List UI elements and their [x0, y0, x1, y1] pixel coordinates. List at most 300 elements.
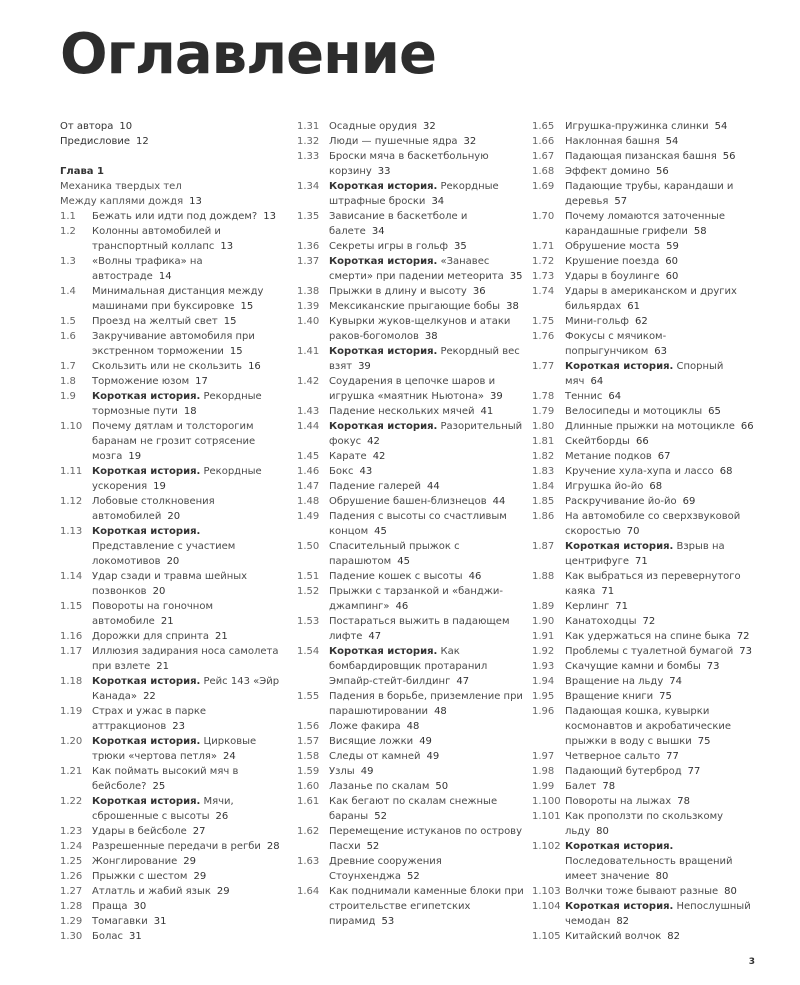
toc-entry: [297, 374, 524, 404]
toc-entry-page: 65: [708, 406, 721, 417]
toc-entry-title: Как бегают по скалам снежные бараны 52: [329, 796, 498, 822]
toc-entry-page: 24: [223, 751, 236, 762]
toc-entry-title: Падающие трубы, карандаши и деревья 57: [565, 181, 734, 207]
toc-entry: [532, 629, 762, 644]
toc-entry-page: 56: [722, 151, 736, 162]
toc-entry-page: 31: [153, 916, 167, 927]
toc-entry-title: Как поймать высокий мяч в бейсболе? 25: [92, 766, 239, 792]
toc-entry: [532, 614, 762, 629]
toc-entry: [297, 149, 524, 179]
toc-entry: [60, 674, 285, 704]
toc-entry: [60, 899, 285, 914]
toc-entry-page: 21: [215, 631, 228, 642]
toc-entry-page: 73: [739, 646, 752, 657]
toc-entry-page: 41: [480, 406, 494, 417]
toc-entry-title: Короткая история. Рекордные штрафные броски 34: [329, 181, 499, 207]
toc-entry-number: 1.41: [297, 346, 320, 357]
toc-entry-number: 1.71: [532, 241, 555, 252]
toc-entry-title: Длинные прыжки на мотоцикле 66: [565, 421, 754, 432]
toc-entry-number: 1.73: [532, 271, 555, 282]
toc-entry-page: 54: [665, 136, 679, 147]
toc-entry: [532, 164, 762, 179]
toc-entry-page: 50: [435, 781, 449, 792]
toc-entry-title: Кувырки жуков-щелкунов и атаки раков-богомолов 38: [329, 316, 511, 342]
toc-entry-title: Скачущие камни и бомбы 73: [565, 661, 720, 672]
toc-entry-title: Лобовые столкновения автомобилей 20: [92, 496, 215, 522]
toc-entry-number: 1.17: [60, 646, 83, 657]
short-story-label: Короткая история.: [329, 646, 438, 657]
toc-entry-number: 1.98: [532, 766, 555, 777]
toc-entry-title: Короткая история. Разорительный фокус 42: [329, 421, 523, 447]
toc-entry-number: 1.30: [60, 931, 83, 942]
toc-entry-page: 45: [374, 526, 387, 537]
toc-entry-number: 1.1: [60, 211, 76, 222]
toc-entry-title: Узлы 49: [329, 766, 374, 777]
toc-entry-title: Эффект домино 56: [565, 166, 669, 177]
toc-entry-number: 1.25: [60, 856, 83, 867]
toc-entry-title: Раскручивание йо-йо 69: [565, 496, 696, 507]
toc-entry: [297, 854, 524, 884]
toc-entry: [532, 239, 762, 254]
toc-entry-page: 29: [216, 886, 230, 897]
toc-entry-number: 1.78: [532, 391, 555, 402]
toc-entry-number: 1.47: [297, 481, 320, 492]
toc-entry-number: 1.63: [297, 856, 320, 867]
toc-entry-page: 80: [724, 886, 737, 897]
toc-entry-page: 72: [642, 616, 656, 627]
toc-entry-page: 46: [395, 601, 409, 612]
toc-entry-number: 1.77: [532, 361, 555, 372]
toc-entry-page: 20: [152, 586, 166, 597]
short-story-label: Короткая история.: [92, 526, 201, 537]
toc-entry-page: 33: [377, 166, 391, 177]
toc-entry-number: 1.86: [532, 511, 555, 522]
toc-entry-page: 42: [367, 436, 380, 447]
toc-entry-title: Торможение юзом 17: [92, 376, 208, 387]
toc-entry-page: 15: [229, 346, 243, 357]
toc-entry-page: 71: [601, 586, 615, 597]
toc-entry-title: Падение кошек с высоты 46: [329, 571, 482, 582]
toc-entry-title: Кручение хула-хупа и лассо 68: [565, 466, 733, 477]
toc-entry-title: Соударения в цепочке шаров и игрушка «маятник Ньютона» 39: [329, 376, 503, 402]
toc-entry: [60, 824, 285, 839]
toc-entry: [297, 749, 524, 764]
toc-entry-number: 1.57: [297, 736, 320, 747]
toc-entry: [532, 479, 762, 494]
toc-entry-number: 1.11: [60, 466, 83, 477]
toc-entry: [532, 599, 762, 614]
toc-entry: [532, 644, 762, 659]
toc-entry: [297, 299, 524, 314]
toc-entry-number: 1.3: [60, 256, 76, 267]
toc-entry-page: 39: [358, 361, 371, 372]
toc-entry-title: Падения в борьбе, приземление при парашютировании 48: [329, 691, 523, 717]
toc-entry-title: Фокусы с мячиком-попрыгунчиком 63: [565, 331, 667, 357]
toc-entry-number: 1.88: [532, 571, 555, 582]
toc-entry-title: Вращение книги 75: [565, 691, 672, 702]
toc-entry: [297, 209, 524, 239]
toc-entry-title: Удар сзади и травма шейных позвонков 20: [92, 571, 248, 597]
toc-entry-title: Балет 78: [565, 781, 616, 792]
toc-entry-number: 1.26: [60, 871, 83, 882]
toc-entry: [297, 824, 524, 854]
toc-entry-number: 1.79: [532, 406, 555, 417]
toc-entry-title: Прыжки с шестом 29: [92, 871, 207, 882]
toc-entry-number: 1.82: [532, 451, 555, 462]
toc-entry-page: 52: [366, 841, 380, 852]
toc-entry: [532, 284, 762, 314]
toc-entry-page: 49: [360, 766, 374, 777]
toc-column-2: [297, 119, 524, 929]
toc-entry: [532, 389, 762, 404]
toc-entry: [297, 344, 524, 374]
toc-entry-title: Игрушка йо-йо 68: [565, 481, 663, 492]
toc-entry-title: Спасительный прыжок с парашютом 45: [329, 541, 460, 567]
toc-entry-number: 1.91: [532, 631, 555, 642]
toc-entry-number: 1.66: [532, 136, 555, 147]
toc-entry-page: 46: [468, 571, 482, 582]
toc-entry-title: Короткая история. Рекордный вес взят 39: [329, 346, 520, 372]
toc-entry: [532, 764, 762, 779]
toc-entry-title: Короткая история. «Занавес смерти» при падении метеорита 35: [329, 256, 523, 282]
toc-entry-title: Удары в бейсболе 27: [92, 826, 206, 837]
toc-entry-page: 19: [153, 481, 166, 492]
toc-entry-page: 30: [133, 901, 147, 912]
toc-entry: [60, 494, 285, 524]
toc-entry-page: 15: [240, 301, 254, 312]
toc-entry-page: 49: [426, 751, 440, 762]
toc-entry-number: 1.34: [297, 181, 320, 192]
toc-entry-number: 1.60: [297, 781, 320, 792]
toc-entry-number: 1.36: [297, 241, 320, 252]
page-number: 3: [748, 957, 755, 967]
toc-entry-number: 1.2: [60, 226, 76, 237]
toc-entry-page: 29: [193, 871, 207, 882]
toc-entry-page: 60: [665, 256, 678, 267]
toc-entry-number: 1.48: [297, 496, 320, 507]
toc-entry-title: Удары в американском и других бильярдах 61: [565, 286, 737, 312]
toc-entry-number: 1.90: [532, 616, 555, 627]
toc-entry-title: Короткая история. Рекордные тормозные пути 18: [92, 391, 262, 417]
toc-entry-title: Иллюзия задирания носа самолета при взлете 21: [92, 646, 279, 672]
toc-entry-number: 1.99: [532, 781, 555, 792]
short-story-label: Короткая история.: [92, 466, 201, 477]
toc-entry-page: 34: [371, 226, 385, 237]
toc-entry-number: 1.20: [60, 736, 83, 747]
toc-entry-title: Томагавки 31: [92, 916, 167, 927]
toc-entry-title: Падение галерей 44: [329, 481, 440, 492]
toc-entry-page: 31: [129, 931, 142, 942]
toc-entry-title: Осадные орудия 32: [329, 121, 436, 132]
toc-entry-title: Игрушка-пружинка слинки 54: [565, 121, 728, 132]
toc-entry-number: 1.27: [60, 886, 83, 897]
toc-entry: [297, 314, 524, 344]
toc-entry-number: 1.46: [297, 466, 320, 477]
toc-entry-title: Как поднимали каменные блоки при строительстве египетских пирамид 53: [329, 886, 524, 927]
toc-entry-number: 1.39: [297, 301, 320, 312]
toc-entry-title: Падающая пизанская башня 56: [565, 151, 736, 162]
toc-entry-page: 66: [635, 436, 649, 447]
toc-entry: [297, 419, 524, 449]
toc-entry-title: Короткая история. Рекордные ускорения 19: [92, 466, 262, 492]
toc-entry-page: 38: [424, 331, 438, 342]
toc-entry-number: 1.29: [60, 916, 83, 927]
toc-entry: [297, 119, 524, 134]
toc-entry-title: Висящие ложки 49: [329, 736, 432, 747]
toc-entry-number: 1.44: [297, 421, 320, 432]
toc-entry-page: 47: [368, 631, 382, 642]
toc-entry-number: 1.49: [297, 511, 320, 522]
toc-entry-title: На автомобиле со сверхзвуковой скоростью 70: [565, 511, 741, 537]
toc-entry-title: Как выбраться из перевернутого каяка 71: [565, 571, 741, 597]
toc-entry: [532, 209, 762, 239]
toc-entry-number: 1.13: [60, 526, 83, 537]
toc-entry: [532, 749, 762, 764]
toc-entry: [60, 854, 285, 869]
toc-entry-title: Скользить или не скользить 16: [92, 361, 261, 372]
toc-entry: [532, 899, 762, 929]
toc-entry: [532, 659, 762, 674]
toc-entry-page: 25: [152, 781, 166, 792]
toc-entry-title: Бежать или идти под дождем? 13: [92, 211, 276, 222]
toc-entry-page: 48: [434, 706, 447, 717]
toc-entry: [60, 314, 285, 329]
toc-entry-number: 1.10: [60, 421, 83, 432]
toc-entry-title: Обрушение башен-близнецов 44: [329, 496, 506, 507]
short-story-label: Короткая история.: [92, 676, 201, 687]
toc-entry: [297, 254, 524, 284]
short-story-label: Короткая история.: [329, 256, 438, 267]
toc-entry: [297, 569, 524, 584]
toc-entry-title: Как удержаться на спине быка 72: [565, 631, 750, 642]
toc-entry-page: 69: [682, 496, 696, 507]
toc-entry-number: 1.12: [60, 496, 83, 507]
toc-entry-number: 1.35: [297, 211, 320, 222]
toc-entry: [532, 149, 762, 164]
toc-entry-number: 1.105: [532, 931, 561, 942]
short-story-label: Короткая история.: [565, 901, 674, 912]
toc-entry-number: 1.19: [60, 706, 83, 717]
toc-entry-number: 1.59: [297, 766, 320, 777]
short-story-label: Короткая история.: [565, 361, 674, 372]
toc-entry-title: Почему дятлам и толсторогим баранам не грозит сотрясение мозга 19: [92, 421, 256, 462]
toc-entry-page: 22: [143, 691, 156, 702]
toc-entry-number: 1.61: [297, 796, 320, 807]
toc-entry-page: 82: [667, 931, 680, 942]
toc-entry: [532, 119, 762, 134]
toc-entry-title: Короткая история. Как бомбардировщик протаранил Эмпайр-стейт-билдинг 47: [329, 646, 488, 687]
toc-entry-page: 27: [192, 826, 206, 837]
toc-entry: [60, 839, 285, 854]
short-story-label: Короткая история.: [329, 346, 438, 357]
toc-entry-number: 1.50: [297, 541, 320, 552]
toc-entry-page: 63: [654, 346, 667, 357]
toc-entry: [532, 794, 762, 809]
toc-entry: [297, 239, 524, 254]
toc-entry: [532, 929, 762, 944]
toc-entry-page: 78: [602, 781, 616, 792]
toc-entry: [532, 704, 762, 749]
toc-entry: [297, 494, 524, 509]
toc-entry-number: 1.102: [532, 841, 561, 852]
toc-entry: [297, 539, 524, 569]
toc-entry-title: Короткая история. Спорный мяч 64: [565, 361, 724, 387]
toc-entry: [60, 389, 285, 419]
toc-entry-number: 1.76: [532, 331, 555, 342]
toc-entry-title: Падающий бутерброд 77: [565, 766, 701, 777]
chapter-label: Глава 1: [60, 166, 104, 177]
toc-entry-page: 75: [697, 736, 711, 747]
toc-entry-title: Наклонная башня 54: [565, 136, 679, 147]
toc-entry-title: Бокс 43: [329, 466, 373, 477]
toc-entry-title: Разрешенные передачи в регби 28: [92, 841, 280, 852]
toc-entry-title: Лазанье по скалам 50: [329, 781, 449, 792]
toc-entry-number: 1.31: [297, 121, 320, 132]
toc-entry-number: 1.81: [532, 436, 555, 447]
toc-entry-page: 56: [656, 166, 669, 177]
toc-entry-title: Падения с высоты со счастливым концом 45: [329, 511, 507, 537]
toc-entry-page: 35: [509, 271, 523, 282]
toc-entry: [297, 719, 524, 734]
toc-entry-number: 1.72: [532, 256, 555, 267]
toc-entry-page: 60: [665, 271, 679, 282]
toc-entry-title: Короткая история. Цирковые трюки «чертова петля» 24: [92, 736, 257, 762]
toc-entry-title: Короткая история. Последовательность вращений имеет значение 80: [565, 841, 733, 882]
toc-entry: [532, 359, 762, 389]
toc-entry-page: 80: [596, 826, 609, 837]
toc-entry: [532, 254, 762, 269]
toc-entry: [532, 674, 762, 689]
toc-entry-page: 26: [215, 811, 229, 822]
toc-entry-page: 20: [166, 556, 180, 567]
toc-entry-number: 1.51: [297, 571, 320, 582]
toc-entry: [532, 494, 762, 509]
toc-entry-page: 28: [266, 841, 280, 852]
toc-entry-title: Зависание в баскетболе и балете 34: [329, 211, 468, 237]
toc-entry-page: 23: [172, 721, 186, 732]
toc-entry: [60, 209, 285, 224]
toc-entry-title: Проезд на желтый свет 15: [92, 316, 237, 327]
toc-entry: [297, 644, 524, 689]
toc-entry-title: Перемещение истуканов по острову Пасхи 52: [329, 826, 522, 852]
toc-entry: [532, 809, 762, 839]
toc-entry-title: Падающая кошка, кувырки космонавтов и акробатические прыжки в воду с вышки 75: [565, 706, 732, 747]
toc-entry-number: 1.94: [532, 676, 555, 687]
toc-entry-number: 1.95: [532, 691, 555, 702]
toc-entry: [297, 689, 524, 719]
short-story-label: Короткая история.: [329, 181, 438, 192]
toc-entry-title: Волчки тоже бывают разные 80: [565, 886, 737, 897]
short-story-label: Короткая история.: [565, 841, 674, 852]
toc-entry-page: 13: [220, 241, 234, 252]
toc-entry-page: 52: [407, 871, 420, 882]
toc-entry-number: 1.16: [60, 631, 83, 642]
toc-column-1: [60, 119, 285, 944]
toc-entry-number: 1.7: [60, 361, 76, 372]
toc-entry-title: Обрушение моста 59: [565, 241, 679, 252]
toc-entry-number: 1.56: [297, 721, 320, 732]
toc-entry-title: Страх и ужас в парке аттракционов 23: [92, 706, 207, 732]
toc-entry-page: 21: [156, 661, 170, 672]
toc-entry-page: 48: [406, 721, 420, 732]
toc-entry-page: 52: [374, 811, 387, 822]
toc-entry-page: 35: [454, 241, 467, 252]
toc-entry-title: Короткая история. Мячи, сброшенные с высоты 26: [92, 796, 234, 822]
toc-entry-number: 1.32: [297, 136, 320, 147]
toc-entry: [297, 779, 524, 794]
toc-entry-number: 1.92: [532, 646, 555, 657]
toc-entry: [532, 569, 762, 599]
toc-entry-page: 71: [615, 601, 629, 612]
toc-entry: [60, 644, 285, 674]
toc-entry-title: Крушение поезда 60: [565, 256, 678, 267]
toc-entry-number: 1.42: [297, 376, 320, 387]
toc-entry-page: 64: [608, 391, 622, 402]
toc-entry-number: 1.80: [532, 421, 555, 432]
toc-entry-page: 14: [158, 271, 172, 282]
toc-entry-page: 17: [195, 376, 208, 387]
toc-entry-number: 1.22: [60, 796, 83, 807]
toc-entry: [532, 539, 762, 569]
toc-entry: [532, 314, 762, 329]
toc-entry-title: Как проползти по скользкому льду 80: [565, 811, 724, 837]
toc-entry-number: 1.43: [297, 406, 320, 417]
toc-entry-title: Керлинг 71: [565, 601, 629, 612]
toc-entry-title: Почему ломаются заточенные карандашные грифели 58: [565, 211, 726, 237]
toc-entry-page: 32: [463, 136, 477, 147]
toc-entry-page: 68: [719, 466, 733, 477]
toc-entry-number: 1.70: [532, 211, 555, 222]
toc-entry-page: 53: [381, 916, 395, 927]
toc-entry-page: 72: [736, 631, 750, 642]
toc-entry-number: 1.87: [532, 541, 555, 552]
toc-entry-title: Следы от камней 49: [329, 751, 440, 762]
toc-entry-title: Броски мяча в баскетбольную корзину 33: [329, 151, 489, 177]
chapter-subtitle: Механика твердых тел: [60, 181, 182, 192]
toc-entry: [297, 284, 524, 299]
toc-entry: [532, 404, 762, 419]
toc-entry-number: 1.55: [297, 691, 320, 702]
toc-entry-page: 80: [655, 871, 669, 882]
toc-entry-title: Минимальная дистанция между машинами при буксировке 15: [92, 286, 264, 312]
toc-entry-number: 1.45: [297, 451, 320, 462]
toc-entry-title: Удары в боулинге 60: [565, 271, 679, 282]
toc-entry: [297, 449, 524, 464]
toc-entry-page: 77: [666, 751, 679, 762]
toc-entry: [532, 179, 762, 209]
toc-entry-page: 67: [657, 451, 671, 462]
toc-entry-number: 1.100: [532, 796, 561, 807]
toc-entry-page: 32: [423, 121, 436, 132]
toc-entry-number: 1.14: [60, 571, 83, 582]
toc-entry: [60, 704, 285, 734]
toc-entry: [60, 284, 285, 314]
toc-entry-page: 75: [659, 691, 672, 702]
toc-entry-number: 1.28: [60, 901, 83, 912]
toc-entry-page: 42: [372, 451, 386, 462]
toc-entry-page: 64: [590, 376, 604, 387]
toc-entry-number: 1.4: [60, 286, 76, 297]
toc-entry-number: 1.74: [532, 286, 555, 297]
toc-entry-title: Жонглирование 29: [92, 856, 196, 867]
toc-entry-title: Прыжки в длину и высоту 36: [329, 286, 486, 297]
toc-entry-page: 58: [693, 226, 707, 237]
toc-entry-number: 1.103: [532, 886, 561, 897]
toc-entry-page: 19: [128, 451, 142, 462]
toc-entry-number: 1.62: [297, 826, 320, 837]
toc-entry: [297, 584, 524, 614]
toc-entry: [297, 479, 524, 494]
